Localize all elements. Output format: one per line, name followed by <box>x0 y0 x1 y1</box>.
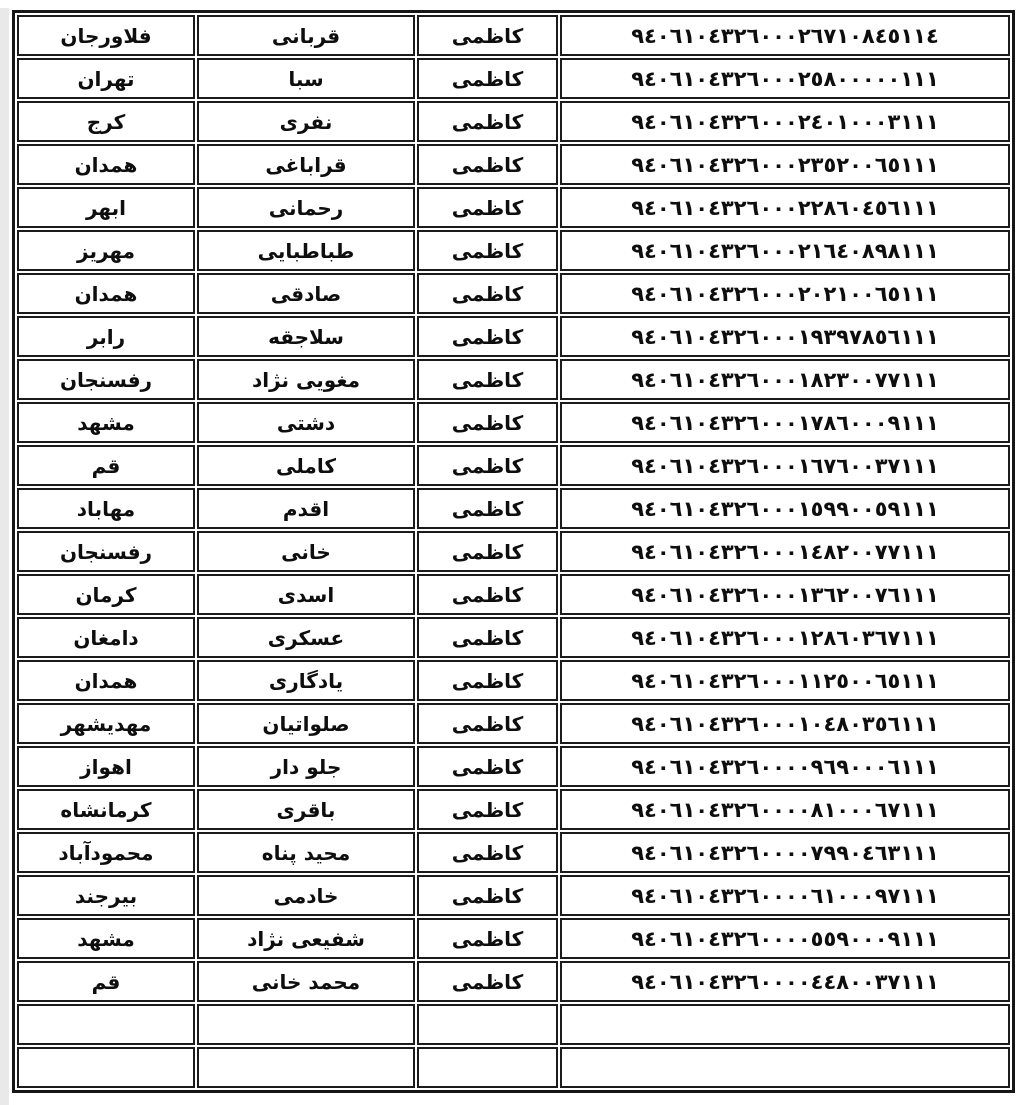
table-row <box>17 187 1010 228</box>
table-row <box>17 445 1010 486</box>
code-cell: ٩٤٠٦١٠٤٣٢٦٠٠٠٠٩٦٩٠٠٠٦١١١ <box>560 746 1010 787</box>
last-name-cell: سبا <box>197 58 415 99</box>
code-cell: ٩٤٠٦١٠٤٣٢٦٠٠٠١٣٦٢٠٠٧٦١١١ <box>560 574 1010 615</box>
code-cell <box>560 1047 1010 1088</box>
city-cell: همدان <box>17 273 195 314</box>
city-cell: مهدیشهر <box>17 703 195 744</box>
city-cell: همدان <box>17 660 195 701</box>
last-name-cell: طباطبایی <box>197 230 415 271</box>
code-cell: ٩٤٠٦١٠٤٣٢٦٠٠٠٢١٦٤٠٨٩٨١١١ <box>560 230 1010 271</box>
code-cell: ٩٤٠٦١٠٤٣٢٦٠٠٠١٥٩٩٠٠٥٩١١١ <box>560 488 1010 529</box>
city-cell: تهران <box>17 58 195 99</box>
first-name-cell: کاظمی <box>417 273 558 314</box>
last-name-cell: جلو دار <box>197 746 415 787</box>
first-name-cell <box>417 1004 558 1045</box>
city-cell: مهریز <box>17 230 195 271</box>
first-name-cell <box>417 1047 558 1088</box>
first-name-cell: کاظمی <box>417 875 558 916</box>
table-row <box>17 531 1010 572</box>
page-edge-shadow <box>0 8 9 1105</box>
table-row <box>17 488 1010 529</box>
last-name-cell: اقدم <box>197 488 415 529</box>
table-row <box>17 58 1010 99</box>
city-cell: ابهر <box>17 187 195 228</box>
last-name-cell: نفری <box>197 101 415 142</box>
city-cell: مشهد <box>17 402 195 443</box>
code-cell: ٩٤٠٦١٠٤٣٢٦٠٠٠٢٢٨٦٠٤٥٦١١١ <box>560 187 1010 228</box>
first-name-cell: کاظمی <box>417 574 558 615</box>
code-cell: ٩٤٠٦١٠٤٣٢٦٠٠٠٠٦١٠٠٠٩٧١١١ <box>560 875 1010 916</box>
last-name-cell: شفیعی نژاد <box>197 918 415 959</box>
table-row <box>17 230 1010 271</box>
code-cell: ٩٤٠٦١٠٤٣٢٦٠٠٠١٢٨٦٠٣٦٧١١١ <box>560 617 1010 658</box>
table-row <box>17 746 1010 787</box>
table-row <box>17 402 1010 443</box>
table-row <box>17 273 1010 314</box>
last-name-cell <box>197 1047 415 1088</box>
last-name-cell: صلواتیان <box>197 703 415 744</box>
table-row <box>17 574 1010 615</box>
city-cell: فلاورجان <box>17 15 195 56</box>
city-cell <box>17 1047 195 1088</box>
first-name-cell: کاظمی <box>417 961 558 1002</box>
code-cell: ٩٤٠٦١٠٤٣٢٦٠٠٠٢٤٠١٠٠٠٣١١١ <box>560 101 1010 142</box>
city-cell: رفسنجان <box>17 531 195 572</box>
last-name-cell: یادگاری <box>197 660 415 701</box>
first-name-cell: کاظمی <box>417 58 558 99</box>
last-name-cell: مغویی نژاد <box>197 359 415 400</box>
first-name-cell: کاظمی <box>417 488 558 529</box>
table-row <box>17 875 1010 916</box>
city-cell: رابر <box>17 316 195 357</box>
city-cell: بیرجند <box>17 875 195 916</box>
code-cell: ٩٤٠٦١٠٤٣٢٦٠٠٠٢٥٨٠٠٠٠٠١١١ <box>560 58 1010 99</box>
last-name-cell: کاملی <box>197 445 415 486</box>
table-row <box>17 15 1010 56</box>
table-row <box>17 660 1010 701</box>
city-cell: مهاباد <box>17 488 195 529</box>
first-name-cell: کاظمی <box>417 101 558 142</box>
last-name-cell: سلاجقه <box>197 316 415 357</box>
city-cell: دامغان <box>17 617 195 658</box>
first-name-cell: کاظمی <box>417 15 558 56</box>
last-name-cell: عسکری <box>197 617 415 658</box>
last-name-cell: خانی <box>197 531 415 572</box>
last-name-cell <box>197 1004 415 1045</box>
first-name-cell: کاظمی <box>417 789 558 830</box>
last-name-cell: قراباغی <box>197 144 415 185</box>
last-name-cell: خادمی <box>197 875 415 916</box>
code-cell: ٩٤٠٦١٠٤٣٢٦٠٠٠١٧٨٦٠٠٠٩١١١ <box>560 402 1010 443</box>
code-cell: ٩٤٠٦١٠٤٣٢٦٠٠٠٠٤٤٨٠٠٣٧١١١ <box>560 961 1010 1002</box>
city-cell: کرج <box>17 101 195 142</box>
code-cell <box>560 1004 1010 1045</box>
empty-table-row <box>17 1004 1010 1045</box>
records-table <box>12 10 1015 1093</box>
first-name-cell: کاظمی <box>417 402 558 443</box>
last-name-cell: اسدی <box>197 574 415 615</box>
code-cell: ٩٤٠٦١٠٤٣٢٦٠٠٠١٠٤٨٠٣٥٦١١١ <box>560 703 1010 744</box>
last-name-cell: صادقی <box>197 273 415 314</box>
last-name-cell: دشتی <box>197 402 415 443</box>
table-row <box>17 144 1010 185</box>
first-name-cell: کاظمی <box>417 832 558 873</box>
table-row <box>17 359 1010 400</box>
table-row <box>17 316 1010 357</box>
last-name-cell: محید پناه <box>197 832 415 873</box>
table-row <box>17 703 1010 744</box>
code-cell: ٩٤٠٦١٠٤٣٢٦٠٠٠١٤٨٢٠٠٧٧١١١ <box>560 531 1010 572</box>
code-cell: ٩٤٠٦١٠٤٣٢٦٠٠٠١٨٢٣٠٠٧٧١١١ <box>560 359 1010 400</box>
last-name-cell: محمد خانی <box>197 961 415 1002</box>
empty-table-row <box>17 1047 1010 1088</box>
code-cell: ٩٤٠٦١٠٤٣٢٦٠٠٠٠٧٩٩٠٤٦٣١١١ <box>560 832 1010 873</box>
code-cell: ٩٤٠٦١٠٤٣٢٦٠٠٠٢٦٧١٠٨٤٥١١٤ <box>560 15 1010 56</box>
first-name-cell: کاظمی <box>417 187 558 228</box>
last-name-cell: قربانی <box>197 15 415 56</box>
table-row <box>17 101 1010 142</box>
last-name-cell: رحمانی <box>197 187 415 228</box>
code-cell: ٩٤٠٦١٠٤٣٢٦٠٠٠٢٠٢١٠٠٦٥١١١ <box>560 273 1010 314</box>
table-row <box>17 789 1010 830</box>
table-row <box>17 961 1010 1002</box>
first-name-cell: کاظمی <box>417 144 558 185</box>
first-name-cell: کاظمی <box>417 617 558 658</box>
first-name-cell: کاظمی <box>417 918 558 959</box>
table-row <box>17 918 1010 959</box>
city-cell: رفسنجان <box>17 359 195 400</box>
code-cell: ٩٤٠٦١٠٤٣٢٦٠٠٠٠٨١٠٠٠٦٧١١١ <box>560 789 1010 830</box>
city-cell: کرمانشاه <box>17 789 195 830</box>
city-cell: اهواز <box>17 746 195 787</box>
code-cell: ٩٤٠٦١٠٤٣٢٦٠٠٠١٩٣٩٧٨٥٦١١١ <box>560 316 1010 357</box>
first-name-cell: کاظمی <box>417 703 558 744</box>
city-cell: همدان <box>17 144 195 185</box>
first-name-cell: کاظمی <box>417 445 558 486</box>
first-name-cell: کاظمی <box>417 359 558 400</box>
table-row <box>17 832 1010 873</box>
last-name-cell: باقری <box>197 789 415 830</box>
table-row <box>17 617 1010 658</box>
code-cell: ٩٤٠٦١٠٤٣٢٦٠٠٠٢٣٥٢٠٠٦٥١١١ <box>560 144 1010 185</box>
first-name-cell: کاظمی <box>417 316 558 357</box>
city-cell: محمودآباد <box>17 832 195 873</box>
first-name-cell: کاظمی <box>417 660 558 701</box>
city-cell: قم <box>17 445 195 486</box>
city-cell: مشهد <box>17 918 195 959</box>
city-cell: قم <box>17 961 195 1002</box>
city-cell <box>17 1004 195 1045</box>
code-cell: ٩٤٠٦١٠٤٣٢٦٠٠٠٠٥٥٩٠٠٠٩١١١ <box>560 918 1010 959</box>
city-cell: کرمان <box>17 574 195 615</box>
first-name-cell: کاظمی <box>417 230 558 271</box>
code-cell: ٩٤٠٦١٠٤٣٢٦٠٠٠١٦٧٦٠٠٣٧١١١ <box>560 445 1010 486</box>
code-cell: ٩٤٠٦١٠٤٣٢٦٠٠٠١١٢٥٠٠٦٥١١١ <box>560 660 1010 701</box>
first-name-cell: کاظمی <box>417 531 558 572</box>
first-name-cell: کاظمی <box>417 746 558 787</box>
